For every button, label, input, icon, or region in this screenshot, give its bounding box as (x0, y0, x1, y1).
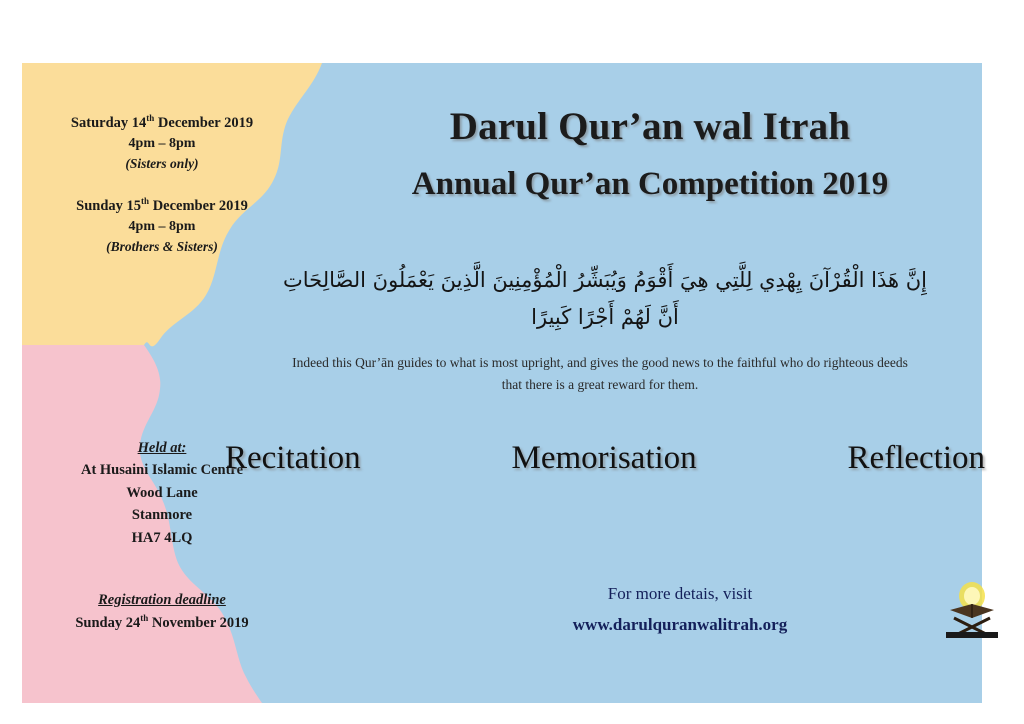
quran-verse (240, 262, 970, 336)
venue-postcode: HA7 4LQ (131, 529, 193, 546)
category-reflection: Reflection (847, 440, 985, 476)
page-subtitle: Annual Qur’an Competition 2019 (411, 166, 889, 202)
quran-verse-line-2: أَنَّ لَهُمْ أَجْرًا كَبِيرًا (531, 304, 679, 329)
quran-stand-icon (944, 580, 1000, 640)
date-audience: (Sisters only) (125, 156, 199, 172)
website-url[interactable]: www.darulquranwalitrah.org (572, 615, 788, 635)
organisation-logo (944, 580, 1000, 640)
venue-line-1: At Husaini Islamic Centre (80, 462, 244, 479)
date-day-suffix: th (146, 113, 155, 123)
verse-translation (250, 352, 950, 395)
date-day: Sunday 15 (76, 197, 142, 214)
date-rest: December 2019 (149, 197, 248, 214)
date-day: Saturday 14 (70, 114, 147, 131)
deadline-date (22, 612, 302, 635)
category-recitation: Recitation (225, 440, 361, 476)
date-time: 4pm – 8pm (128, 218, 196, 234)
deadline-rest: November 2019 (148, 614, 249, 631)
date-time: 4pm – 8pm (128, 135, 196, 151)
competition-categories (225, 440, 985, 477)
logo-base (946, 632, 998, 638)
call-to-action (470, 578, 890, 641)
date-line (22, 112, 302, 134)
date-line (22, 195, 302, 217)
date-rest: December 2019 (154, 114, 254, 131)
venue-line-2: Wood Lane (126, 484, 198, 501)
verse-translation-line-1: Indeed this Qur’ān guides to what is most upright, and gives the good news to the faithful who do righteous deeds (292, 355, 908, 370)
deadline-heading: Registration deadline (98, 592, 226, 608)
category-memorisation: Memorisation (511, 440, 697, 476)
cta-label: For more detais, visit (607, 584, 753, 603)
deadline-block (22, 590, 302, 634)
deadline-day-suffix: th (140, 612, 149, 623)
date-day-suffix: th (141, 196, 150, 206)
page-title: Darul Qur’an wal Itrah (449, 105, 851, 148)
date-audience: (Brothers & Sisters) (106, 239, 218, 255)
deadline-day: Sunday 24 (75, 614, 141, 631)
logo-glow-core (964, 587, 980, 605)
date-block-sunday (22, 195, 302, 257)
date-block-saturday (22, 112, 302, 174)
verse-translation-line-2: that there is a great reward for them. (501, 376, 699, 392)
venue-line-3: Stanmore (131, 507, 193, 524)
venue-heading: Held at: (137, 440, 187, 456)
quran-verse-line-1: إِنَّ هَذَا الْقُرْآنَ يِهْدِي لِلَّتِي هِيَ أَقْوَمُ وَيُبَشِّرُ الْمُؤْمِنِينَ الَّذِينَ يَعْمَلُونَ الصَّالِحَاتِ (283, 268, 927, 292)
